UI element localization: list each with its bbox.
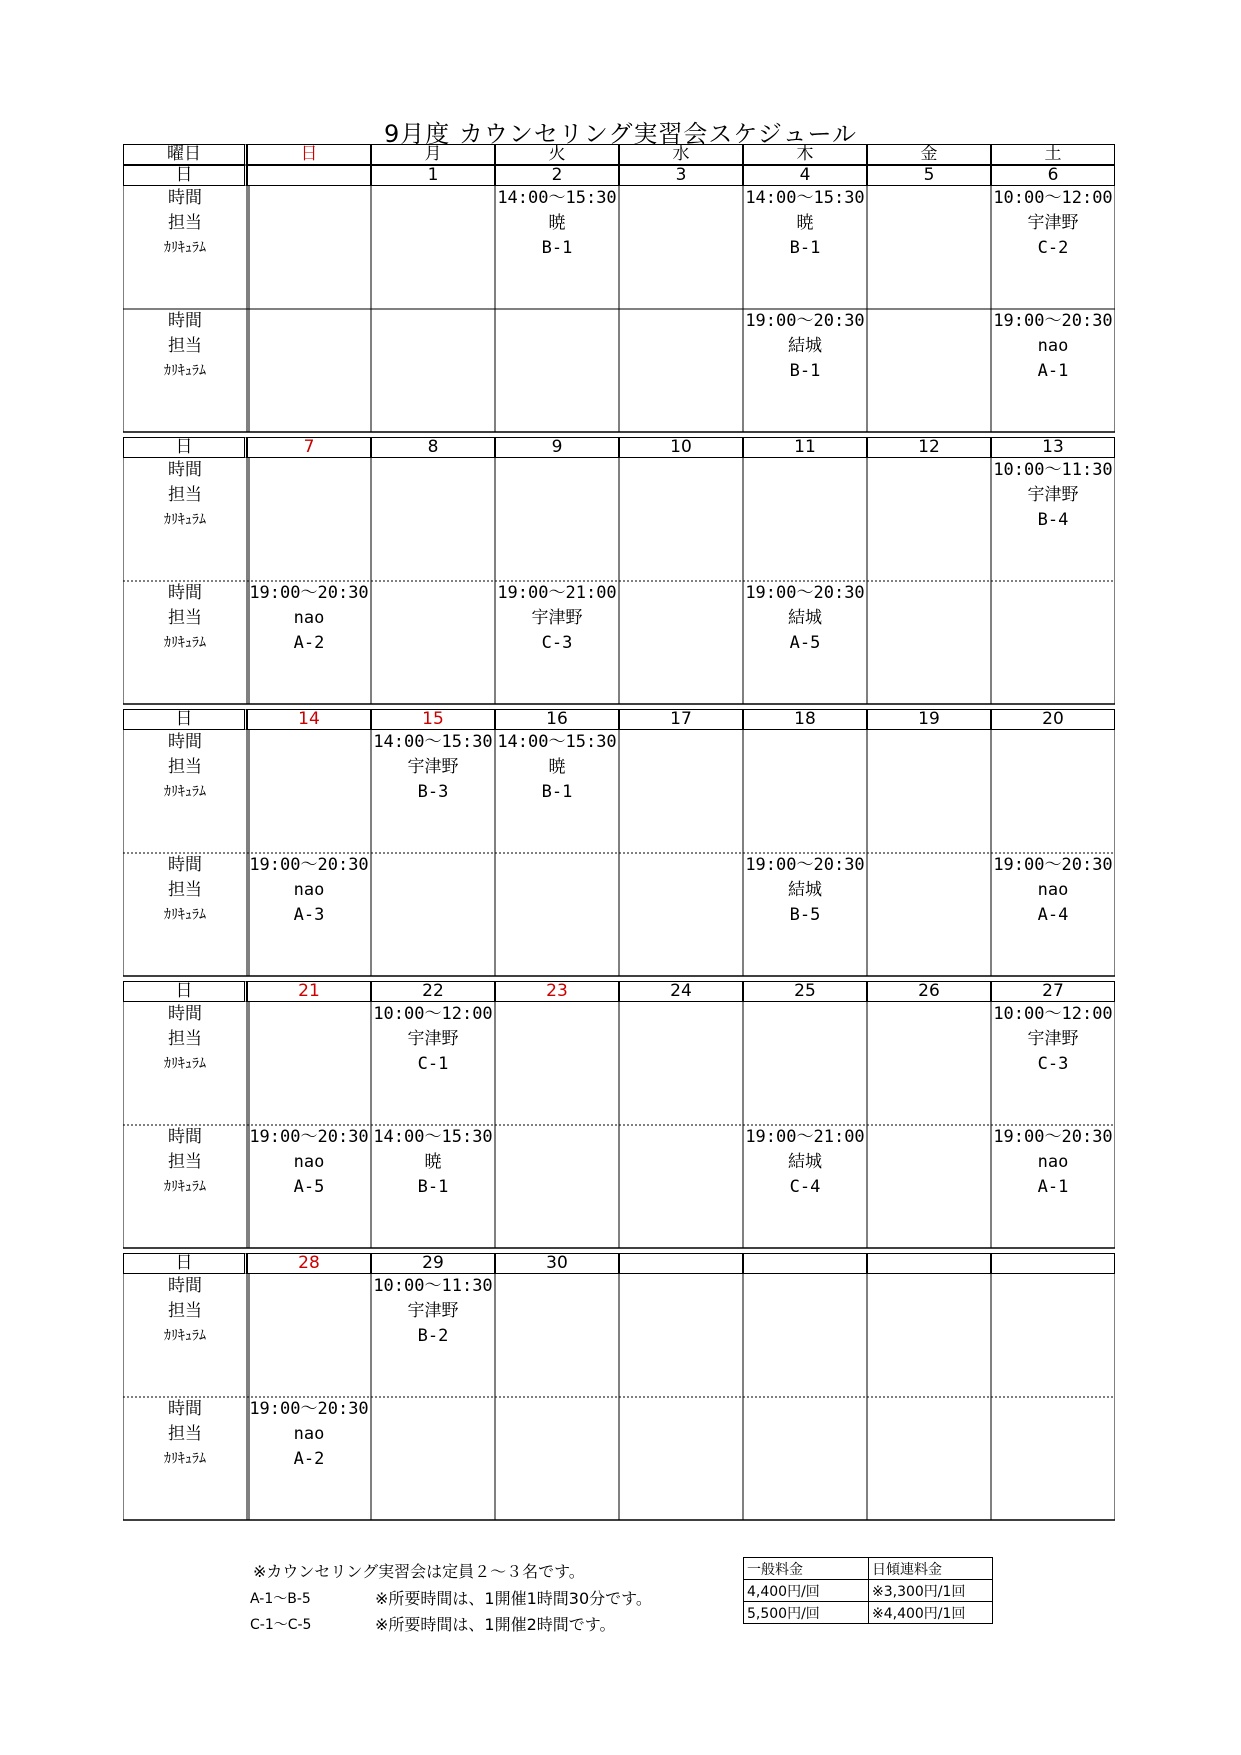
time-label: 時間 (168, 855, 202, 875)
session-cell (371, 1274, 495, 1397)
session-staff: 宇津野 (407, 1301, 459, 1321)
session-time: 19:00～20:30 (993, 855, 1113, 875)
session-cell (495, 581, 619, 704)
staff-label: 担当 (168, 880, 202, 900)
date-cell (991, 437, 1115, 458)
date-number: 18 (794, 709, 816, 729)
session-staff: nao (293, 1424, 325, 1444)
date-number: 7 (303, 437, 315, 457)
session-curriculum: B-5 (789, 905, 821, 925)
session-curriculum: B-4 (1037, 510, 1069, 530)
session-staff: 宇津野 (407, 1029, 459, 1049)
date-cell (247, 981, 371, 1002)
date-number: 13 (1042, 437, 1064, 457)
session-time: 10:00～12:00 (993, 1004, 1113, 1024)
date-row-label-text: 日 (175, 709, 193, 729)
staff-label: 担当 (168, 1301, 202, 1321)
session-cell (991, 309, 1115, 432)
slot-label-column (123, 581, 247, 704)
capacity-note: ※カウンセリング実習会は定員２～３名です。 (253, 1562, 585, 1581)
staff-label: 担当 (168, 1424, 202, 1444)
session-curriculum: B-1 (789, 361, 821, 381)
session-curriculum: C-3 (541, 633, 573, 653)
session-staff: 暁 (548, 213, 566, 233)
weekday-name: 水 (672, 144, 690, 164)
date-cell (991, 981, 1115, 1002)
curriculum-label: ｶﾘｷｭﾗﾑ (164, 240, 206, 256)
session-time: 19:00～20:30 (249, 1399, 369, 1419)
session-time: 19:00～20:30 (249, 583, 369, 603)
session-curriculum: C-4 (789, 1177, 821, 1197)
time-label: 時間 (168, 732, 202, 752)
date-cell (743, 709, 867, 730)
date-cell (743, 165, 867, 186)
date-row-label (123, 165, 247, 186)
time-label: 時間 (168, 1276, 202, 1296)
session-cell (743, 186, 867, 309)
curriculum-label: ｶﾘｷｭﾗﾑ (164, 1451, 206, 1467)
weekday-name: 月 (424, 144, 442, 164)
session-time: 14:00～15:30 (373, 732, 493, 752)
date-cell (991, 1253, 1115, 1274)
date-cell (867, 437, 991, 458)
weekday-header (743, 144, 867, 165)
date-row-label (123, 981, 247, 1002)
date-row-label (123, 1253, 247, 1274)
session-cell (247, 853, 371, 976)
weekday-name: 火 (548, 144, 566, 164)
session-cell (991, 853, 1115, 976)
duration-note-c: ※所要時間は、1開催2時間です。 (375, 1615, 616, 1634)
session-curriculum: C-2 (1037, 238, 1069, 258)
curriculum-label: ｶﾘｷｭﾗﾑ (164, 1056, 206, 1072)
weekday-header-label (123, 144, 247, 165)
staff-label: 担当 (168, 213, 202, 233)
session-cell (247, 1125, 371, 1248)
date-cell (495, 709, 619, 730)
weekday-header-text: 曜日 (167, 144, 201, 164)
date-cell (619, 709, 743, 730)
date-cell (495, 165, 619, 186)
time-label: 時間 (168, 1399, 202, 1419)
fee-general-value: 4,400円/回 (744, 1580, 869, 1602)
table-grid-lines (123, 144, 1115, 1533)
date-number: 10 (670, 437, 692, 457)
session-time: 19:00～21:00 (745, 1127, 865, 1147)
slot-label-column (123, 853, 247, 976)
session-time: 19:00～20:30 (249, 855, 369, 875)
date-cell (495, 1253, 619, 1274)
fee-row (744, 1580, 993, 1602)
fee-row (744, 1602, 993, 1624)
session-time: 19:00～21:00 (497, 583, 617, 603)
session-cell (743, 581, 867, 704)
session-staff: 結城 (788, 336, 822, 356)
curriculum-label: ｶﾘｷｭﾗﾑ (164, 363, 206, 379)
time-label: 時間 (168, 583, 202, 603)
date-row-label-text: 日 (175, 981, 193, 1001)
session-time: 19:00～20:30 (745, 311, 865, 331)
session-staff: nao (293, 880, 325, 900)
session-staff: 暁 (424, 1152, 442, 1172)
session-curriculum: B-1 (417, 1177, 449, 1197)
session-staff: 宇津野 (1027, 485, 1079, 505)
session-time: 10:00～12:00 (993, 188, 1113, 208)
date-number: 4 (799, 165, 811, 185)
session-staff: 宇津野 (1027, 213, 1079, 233)
session-staff: 宇津野 (1027, 1029, 1079, 1049)
date-number: 24 (670, 981, 692, 1001)
date-row-label-text: 日 (175, 1253, 193, 1273)
session-time: 14:00～15:30 (373, 1127, 493, 1147)
weekday-name: 土 (1044, 144, 1062, 164)
date-cell (867, 1253, 991, 1274)
session-time: 19:00～20:30 (745, 855, 865, 875)
date-number: 30 (546, 1253, 568, 1273)
session-cell (743, 309, 867, 432)
fee-header-member: 日傾連料金 (869, 1558, 993, 1580)
date-cell (867, 165, 991, 186)
time-label: 時間 (168, 460, 202, 480)
curriculum-label: ｶﾘｷｭﾗﾑ (164, 907, 206, 923)
session-cell (371, 1002, 495, 1125)
date-cell (371, 709, 495, 730)
date-number: 11 (794, 437, 816, 457)
time-label: 時間 (168, 1004, 202, 1024)
time-label: 時間 (168, 1127, 202, 1147)
session-curriculum: B-3 (417, 782, 449, 802)
session-curriculum: A-5 (293, 1177, 325, 1197)
session-time: 10:00～11:30 (373, 1276, 493, 1296)
session-cell (247, 581, 371, 704)
session-cell (743, 853, 867, 976)
date-number: 21 (298, 981, 320, 1001)
time-label: 時間 (168, 188, 202, 208)
date-cell (495, 437, 619, 458)
date-number: 16 (546, 709, 568, 729)
session-cell (991, 1125, 1115, 1248)
session-cell (991, 458, 1115, 581)
slot-label-column (123, 309, 247, 432)
slot-label-column (123, 1274, 247, 1397)
session-staff: nao (1037, 336, 1069, 356)
date-cell (371, 437, 495, 458)
staff-label: 担当 (168, 1029, 202, 1049)
session-curriculum: A-1 (1037, 1177, 1069, 1197)
session-curriculum: C-3 (1037, 1054, 1069, 1074)
date-cell (371, 165, 495, 186)
session-staff: nao (293, 608, 325, 628)
session-staff: 結城 (788, 1152, 822, 1172)
session-time: 14:00～15:30 (497, 732, 617, 752)
date-cell (495, 981, 619, 1002)
session-cell (371, 1125, 495, 1248)
date-cell (619, 981, 743, 1002)
staff-label: 担当 (168, 485, 202, 505)
date-cell (867, 709, 991, 730)
slot-label-column (123, 458, 247, 581)
date-row-label-text: 日 (175, 165, 193, 185)
session-curriculum: A-4 (1037, 905, 1069, 925)
date-number: 19 (918, 709, 940, 729)
date-number: 14 (298, 709, 320, 729)
date-cell (619, 437, 743, 458)
date-number: 12 (918, 437, 940, 457)
slot-label-column (123, 730, 247, 853)
curriculum-label: ｶﾘｷｭﾗﾑ (164, 1328, 206, 1344)
session-time: 19:00～20:30 (993, 1127, 1113, 1147)
session-curriculum: A-1 (1037, 361, 1069, 381)
session-staff: 暁 (796, 213, 814, 233)
weekday-header (495, 144, 619, 165)
time-label: 時間 (168, 311, 202, 331)
session-curriculum: A-2 (293, 1449, 325, 1469)
weekday-header (371, 144, 495, 165)
date-number: 6 (1047, 165, 1059, 185)
date-number: 25 (794, 981, 816, 1001)
date-number: 20 (1042, 709, 1064, 729)
weekday-header (991, 144, 1115, 165)
staff-label: 担当 (168, 757, 202, 777)
session-time: 14:00～15:30 (745, 188, 865, 208)
date-number: 9 (551, 437, 563, 457)
fee-member-value: ※3,300円/1回 (869, 1580, 993, 1602)
duration-note-a-b: ※所要時間は、1開催1時間30分です。 (375, 1589, 652, 1608)
session-cell (495, 186, 619, 309)
date-number: 5 (923, 165, 935, 185)
session-cell (495, 730, 619, 853)
session-time: 10:00～12:00 (373, 1004, 493, 1024)
session-curriculum: B-2 (417, 1326, 449, 1346)
slot-label-column (123, 1002, 247, 1125)
session-curriculum: A-2 (293, 633, 325, 653)
range-label-a-b: A-1～B-5 (250, 1591, 311, 1607)
date-number: 2 (551, 165, 563, 185)
session-staff: 宇津野 (531, 608, 583, 628)
session-cell (743, 1125, 867, 1248)
date-number: 29 (422, 1253, 444, 1273)
fee-header-general: 一般料金 (744, 1558, 869, 1580)
date-number: 23 (546, 981, 568, 1001)
date-cell (743, 981, 867, 1002)
fee-table (743, 1557, 993, 1624)
date-number: 17 (670, 709, 692, 729)
weekday-header (867, 144, 991, 165)
date-cell (743, 1253, 867, 1274)
date-row-label (123, 709, 247, 730)
staff-label: 担当 (168, 608, 202, 628)
session-cell (991, 186, 1115, 309)
session-time: 19:00～20:30 (249, 1127, 369, 1147)
date-cell (247, 437, 371, 458)
session-time: 10:00～11:30 (993, 460, 1113, 480)
date-cell (371, 981, 495, 1002)
date-row-label-text: 日 (175, 437, 193, 457)
session-time: 19:00～20:30 (993, 311, 1113, 331)
session-time: 19:00～20:30 (745, 583, 865, 603)
staff-label: 担当 (168, 336, 202, 356)
fee-general-value: 5,500円/回 (744, 1602, 869, 1624)
session-curriculum: B-1 (541, 782, 573, 802)
date-number: 3 (675, 165, 687, 185)
session-curriculum: B-1 (541, 238, 573, 258)
slot-label-column (123, 1125, 247, 1248)
page-title: 9月度 カウンセリング実習会スケジュール (384, 120, 857, 148)
weekday-name: 金 (920, 144, 938, 164)
session-staff: nao (1037, 1152, 1069, 1172)
weekday-header (247, 144, 371, 165)
weekday-name: 日 (300, 144, 318, 164)
curriculum-label: ｶﾘｷｭﾗﾑ (164, 784, 206, 800)
date-cell (991, 709, 1115, 730)
range-label-c: C-1～C-5 (250, 1617, 312, 1633)
date-cell (247, 1253, 371, 1274)
date-number: 22 (422, 981, 444, 1001)
date-number: 26 (918, 981, 940, 1001)
date-cell (247, 709, 371, 730)
curriculum-label: ｶﾘｷｭﾗﾑ (164, 512, 206, 528)
session-cell (991, 1002, 1115, 1125)
session-curriculum: B-1 (789, 238, 821, 258)
fee-header-row (744, 1558, 993, 1580)
slot-label-column (123, 186, 247, 309)
date-number: 28 (298, 1253, 320, 1273)
curriculum-label: ｶﾘｷｭﾗﾑ (164, 635, 206, 651)
schedule-table (123, 144, 1115, 1533)
session-time: 14:00～15:30 (497, 188, 617, 208)
date-cell (619, 1253, 743, 1274)
staff-label: 担当 (168, 1152, 202, 1172)
session-curriculum: C-1 (417, 1054, 449, 1074)
session-staff: 暁 (548, 757, 566, 777)
session-staff: nao (293, 1152, 325, 1172)
session-cell (247, 1397, 371, 1520)
session-staff: 結城 (788, 880, 822, 900)
session-cell (371, 730, 495, 853)
date-cell (991, 165, 1115, 186)
fee-member-value: ※4,400円/1回 (869, 1602, 993, 1624)
date-cell (371, 1253, 495, 1274)
date-row-label (123, 437, 247, 458)
session-staff: nao (1037, 880, 1069, 900)
date-cell (619, 165, 743, 186)
session-staff: 結城 (788, 608, 822, 628)
curriculum-label: ｶﾘｷｭﾗﾑ (164, 1179, 206, 1195)
weekday-name: 木 (796, 144, 814, 164)
slot-label-column (123, 1397, 247, 1520)
date-number: 1 (427, 165, 439, 185)
weekday-header (619, 144, 743, 165)
session-staff: 宇津野 (407, 757, 459, 777)
date-cell (247, 165, 371, 186)
session-curriculum: A-3 (293, 905, 325, 925)
date-number: 27 (1042, 981, 1064, 1001)
date-number: 8 (427, 437, 439, 457)
date-number: 15 (422, 709, 444, 729)
date-cell (743, 437, 867, 458)
date-cell (867, 981, 991, 1002)
session-curriculum: A-5 (789, 633, 821, 653)
